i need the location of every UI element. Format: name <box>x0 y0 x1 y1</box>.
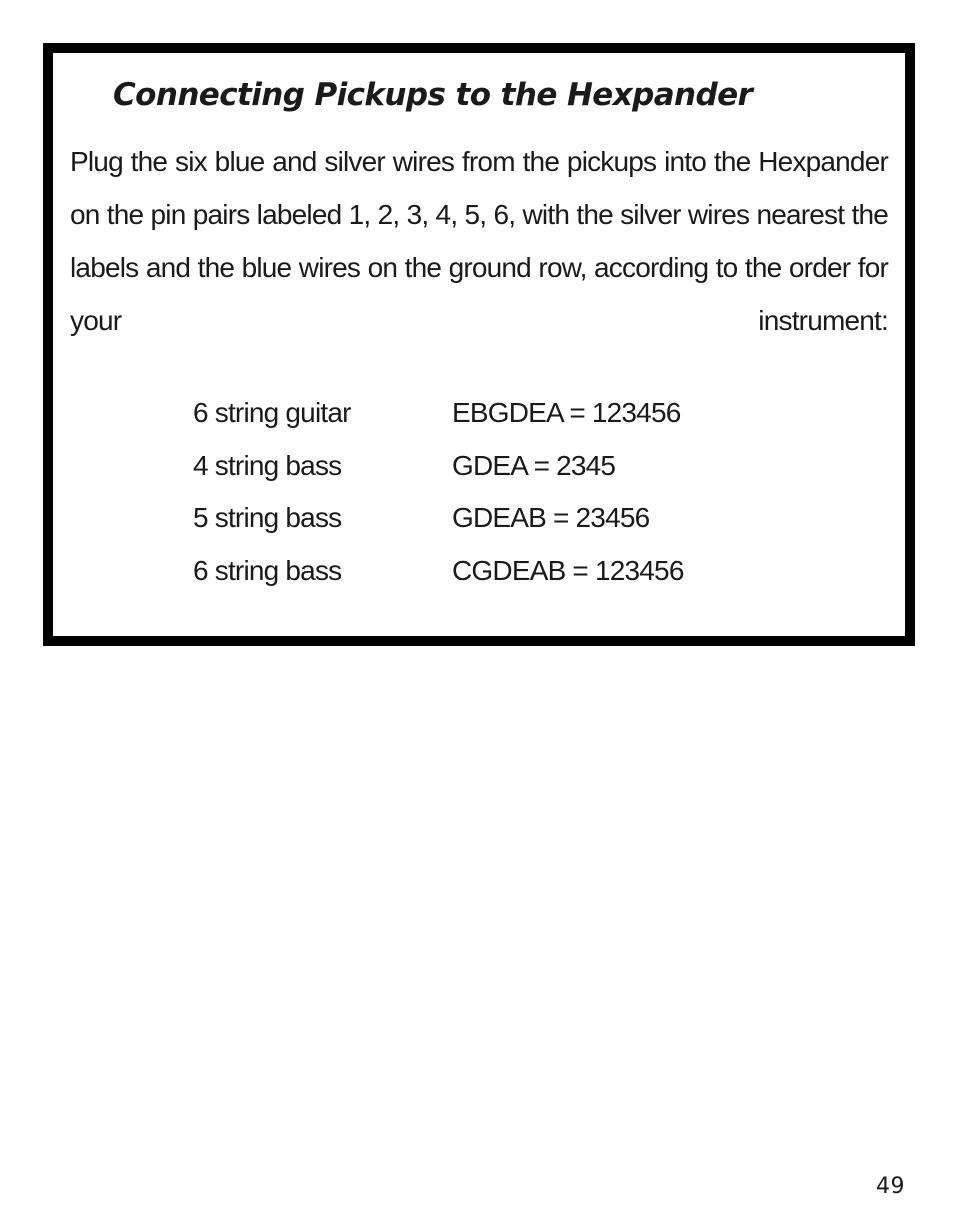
tuning-mapping: GDEAB = 23456 <box>452 502 650 534</box>
tuning-row <box>193 492 684 545</box>
tuning-instrument: 6 string bass <box>193 554 342 586</box>
tuning-row <box>193 387 684 440</box>
tuning-row <box>193 545 684 598</box>
instruction-paragraph: Plug the six blue and silver wires from the pickups into the Hexpander on the pin pairs labeled 1, 2, 3, 4, 5, 6, with the silver wires nearest the labels and the blue wires on the ground row, according to the order for your instrument: <box>70 146 888 336</box>
instruction-box <box>43 43 915 646</box>
tuning-instrument: 4 string bass <box>193 449 342 481</box>
tuning-mapping: GDEA = 2345 <box>452 449 616 481</box>
tuning-mapping: EBGDEA = 123456 <box>452 397 681 428</box>
section-title: Connecting Pickups to the Hexpander <box>113 77 753 113</box>
tuning-instrument: 5 string bass <box>193 502 342 534</box>
tuning-row <box>193 440 684 493</box>
tuning-mapping: CGDEAB = 123456 <box>452 554 684 586</box>
tuning-instrument: 6 string guitar <box>193 397 351 428</box>
tuning-table <box>193 387 684 597</box>
page-number: 49 <box>876 1174 905 1199</box>
